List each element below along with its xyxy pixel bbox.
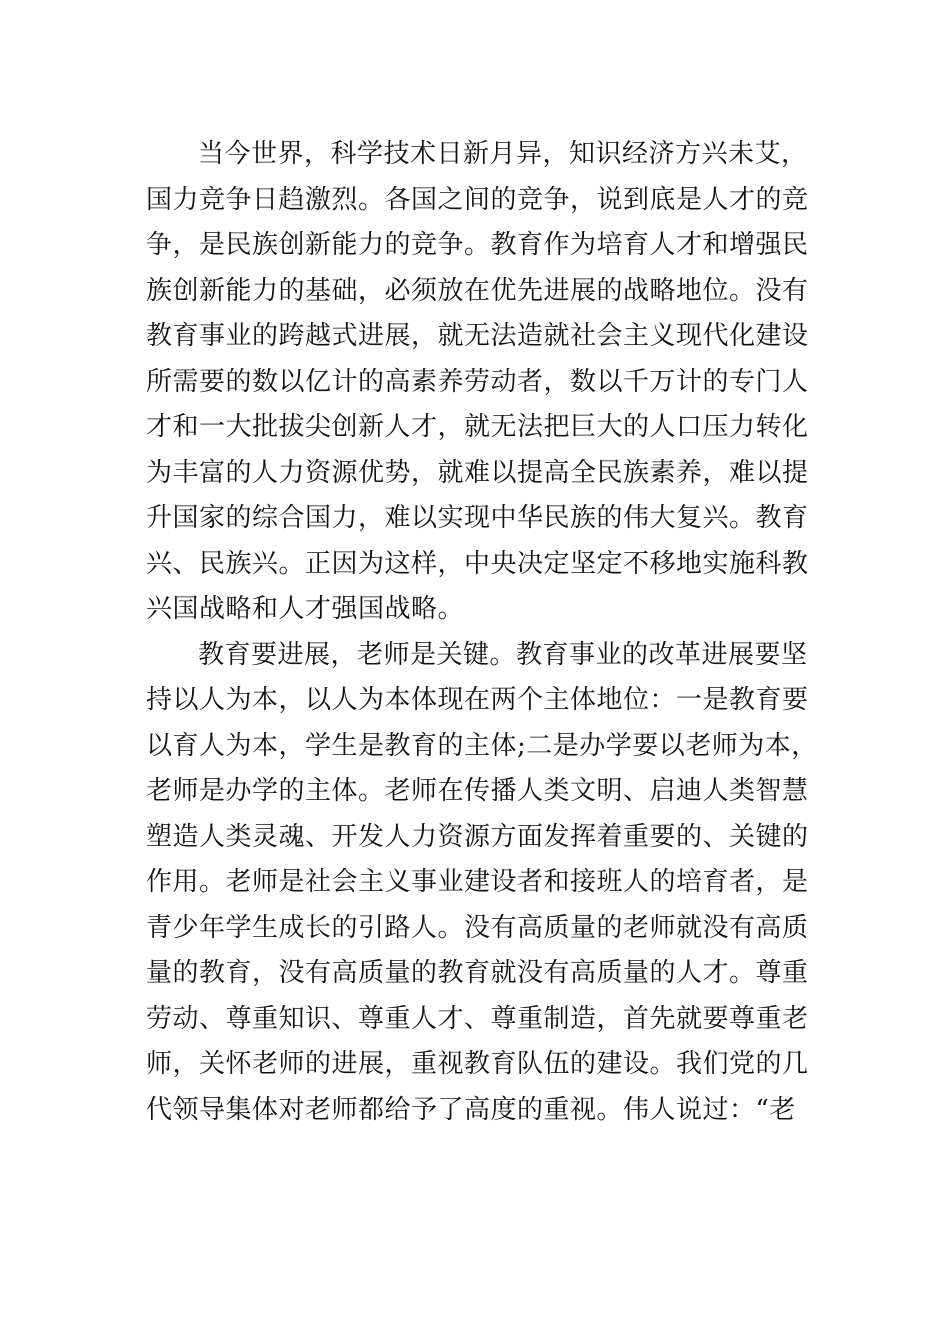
paragraph-1	[146, 132, 809, 633]
text-line: 所需要的数以亿计的高素养劳动者，数以千万计的专门人	[146, 366, 809, 397]
text-line: 为丰富的人力资源优势，就难以提高全民族素养，难以提	[146, 457, 809, 488]
text-line: 升国家的综合国力，难以实现中华民族的伟大复兴。教育	[146, 503, 809, 533]
text-line: 族创新能力的基础，必须放在优先进展的战略地位。没有	[146, 275, 809, 306]
text-line: 青少年学生成长的引路人。没有高质量的老师就没有高质	[146, 912, 809, 943]
text-line: 兴国战略和人才强国战略。	[146, 594, 465, 624]
text-line: 争，是民族创新能力的竞争。教育作为培育人才和增强民	[146, 230, 809, 260]
text-line: 量的教育，没有高质量的教育就没有高质量的人才。尊重	[146, 958, 809, 988]
text-line: 作用。老师是社会主义事业建设者和接班人的培育者，是	[146, 867, 809, 897]
text-line: 国力竞争日趋激烈。各国之间的竞争，说到底是人才的竞	[146, 184, 809, 215]
text-line: 师，关怀老师的进展，重视教育队伍的建设。我们党的几	[146, 1049, 809, 1079]
text-line: 老师是办学的主体。老师在传播人类文明、启迪人类智慧	[146, 776, 809, 806]
text-line: 教育要进展，老师是关键。教育事业的改革进展要坚	[198, 639, 808, 670]
text-line: 才和一大批拔尖创新人才，就无法把巨大的人口压力转化	[146, 412, 809, 442]
body-text	[146, 132, 818, 1133]
text-line: 兴、民族兴。正因为这样，中央决定坚定不移地实施科教	[146, 548, 809, 579]
text-line: 代领导集体对老师都给予了高度的重视。伟人说过：“老	[146, 1094, 796, 1125]
paragraph-2	[146, 633, 818, 1134]
text-line: 以育人为本，学生是教育的主体;二是办学要以老师为本，	[146, 730, 818, 761]
text-line: 持以人为本，以人为本体现在两个主体地位：一是教育要	[146, 685, 809, 715]
text-line: 教育事业的跨越式进展，就无法造就社会主义现代化建设	[146, 321, 809, 351]
text-line: 塑造人类灵魂、开发人力资源方面发挥着重要的、关键的	[146, 821, 809, 852]
text-line: 劳动、尊重知识、尊重人才、尊重制造，首先就要尊重老	[146, 1003, 809, 1034]
text-line: 当今世界，科学技术日新月异，知识经济方兴未艾，	[198, 139, 808, 169]
